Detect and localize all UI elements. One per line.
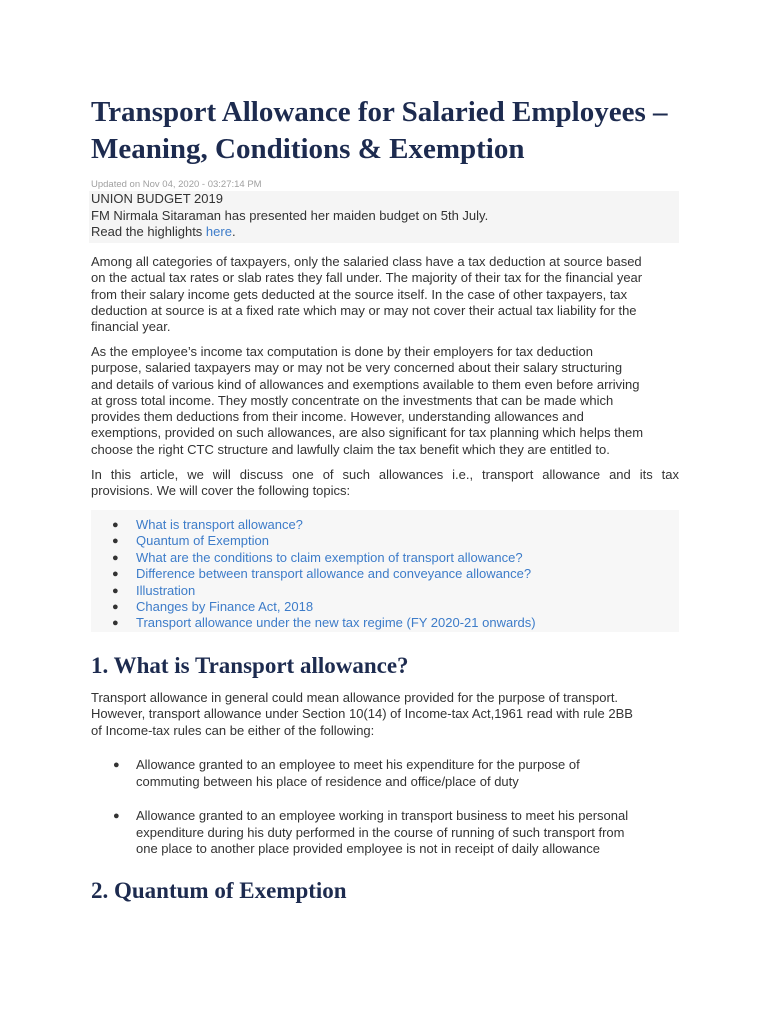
title-line-1: Transport Allowance for Salaried Employees – [91, 96, 668, 128]
page-title [91, 94, 681, 168]
toc-link-what-is[interactable]: What is transport allowance? [136, 517, 303, 532]
toc-link-finance-act[interactable]: Changes by Finance Act, 2018 [136, 599, 314, 615]
toc-item: ● Difference between transport allowance and conveyance allowance? [112, 566, 532, 582]
paragraph-intro: Among all categories of taxpayers, only the salaried class have a tax deduction at source based on the actual tax rates or slab rates they fall under. The majority of their tax for the financial year from their salary income gets deducted at the source itself. In the case of other taxpayers, tax deduction at source is at a fixed rate which may or may not cover their actual tax liability for the financial year. [91, 254, 643, 335]
section-heading-quantum: 2. Quantum of Exemption [91, 878, 347, 903]
toc-item: ● What are the conditions to claim exemption of transport allowance? [112, 549, 523, 565]
budget-heading: UNION BUDGET 2019 [91, 191, 223, 206]
toc-item: ● Changes by Finance Act, 2018 [112, 599, 314, 615]
toc-link-new-regime[interactable]: Transport allowance under the new tax regime (FY 2020-21 onwards) [136, 615, 536, 631]
updated-timestamp: Updated on Nov 04, 2020 - 03:27:14 PM [91, 179, 262, 190]
budget-read-highlights: Read the highlights here. [91, 224, 236, 239]
budget-notice [89, 191, 679, 243]
highlights-link[interactable]: here [205, 224, 232, 239]
section1-bullet-list-2 [91, 808, 628, 858]
paragraph-computation: As the employee’s income tax computation is done by their employers for tax deduction purpose, salaried taxpayers may or may not be very concerned about their salary structuring and details of various kind of allowances and exemptions available to them even before arriving at gross total income. They mostly concentrate on the investments that can be made which provides them deductions from their income. However, understanding allowances and exemptions, provided on such allowances, are also significant for tax planning which helps them choose the right CTC structure and lawfully claim the tax benefit which they are entitled to. [91, 344, 644, 457]
list-item: ● Allowance granted to an employee working in transport business to meet his personal expenditure during his duty performed in the course of running of such transport from one place to another place provided employee is not in receipt of daily allowance [113, 808, 629, 856]
toc-item: ● Quantum of Exemption [112, 533, 269, 549]
section-heading-what-is: 1. What is Transport allowance? [91, 653, 409, 678]
table-of-contents [91, 517, 536, 632]
section1-bullet-list [91, 757, 580, 790]
toc-link-quantum[interactable]: Quantum of Exemption [136, 533, 269, 549]
toc-item: ● What is transport allowance? [112, 517, 303, 532]
budget-line: FM Nirmala Sitaraman has presented her maiden budget on 5th July. [91, 207, 489, 223]
paragraph-article-scope: In this article, we will discuss one of such allowances i.e., transport allowance and its tax provisions. We will cover the following topics: [91, 467, 679, 499]
list-item: ● Allowance granted to an employee to meet his expenditure for the purpose of commuting between his place of residence and office/place of duty [113, 757, 580, 789]
toc-link-illustration[interactable]: Illustration [136, 582, 196, 598]
toc-link-difference[interactable]: Difference between transport allowance and conveyance allowance? [136, 566, 532, 582]
toc-link-conditions[interactable]: What are the conditions to claim exemption of transport allowance? [136, 549, 523, 565]
toc-item: ● Illustration [112, 582, 196, 598]
title-line-2: Meaning, Conditions & Exemption [91, 133, 525, 165]
paragraph-section1-intro: Transport allowance in general could mean allowance provided for the purpose of transport. However, transport allowance under Section 10(14) of Income-tax Act,1961 read with rule 2BB of Income-tax rules can be either of the following: [91, 690, 633, 738]
toc-item: ● Transport allowance under the new tax regime (FY 2020-21 onwards) [112, 615, 536, 631]
